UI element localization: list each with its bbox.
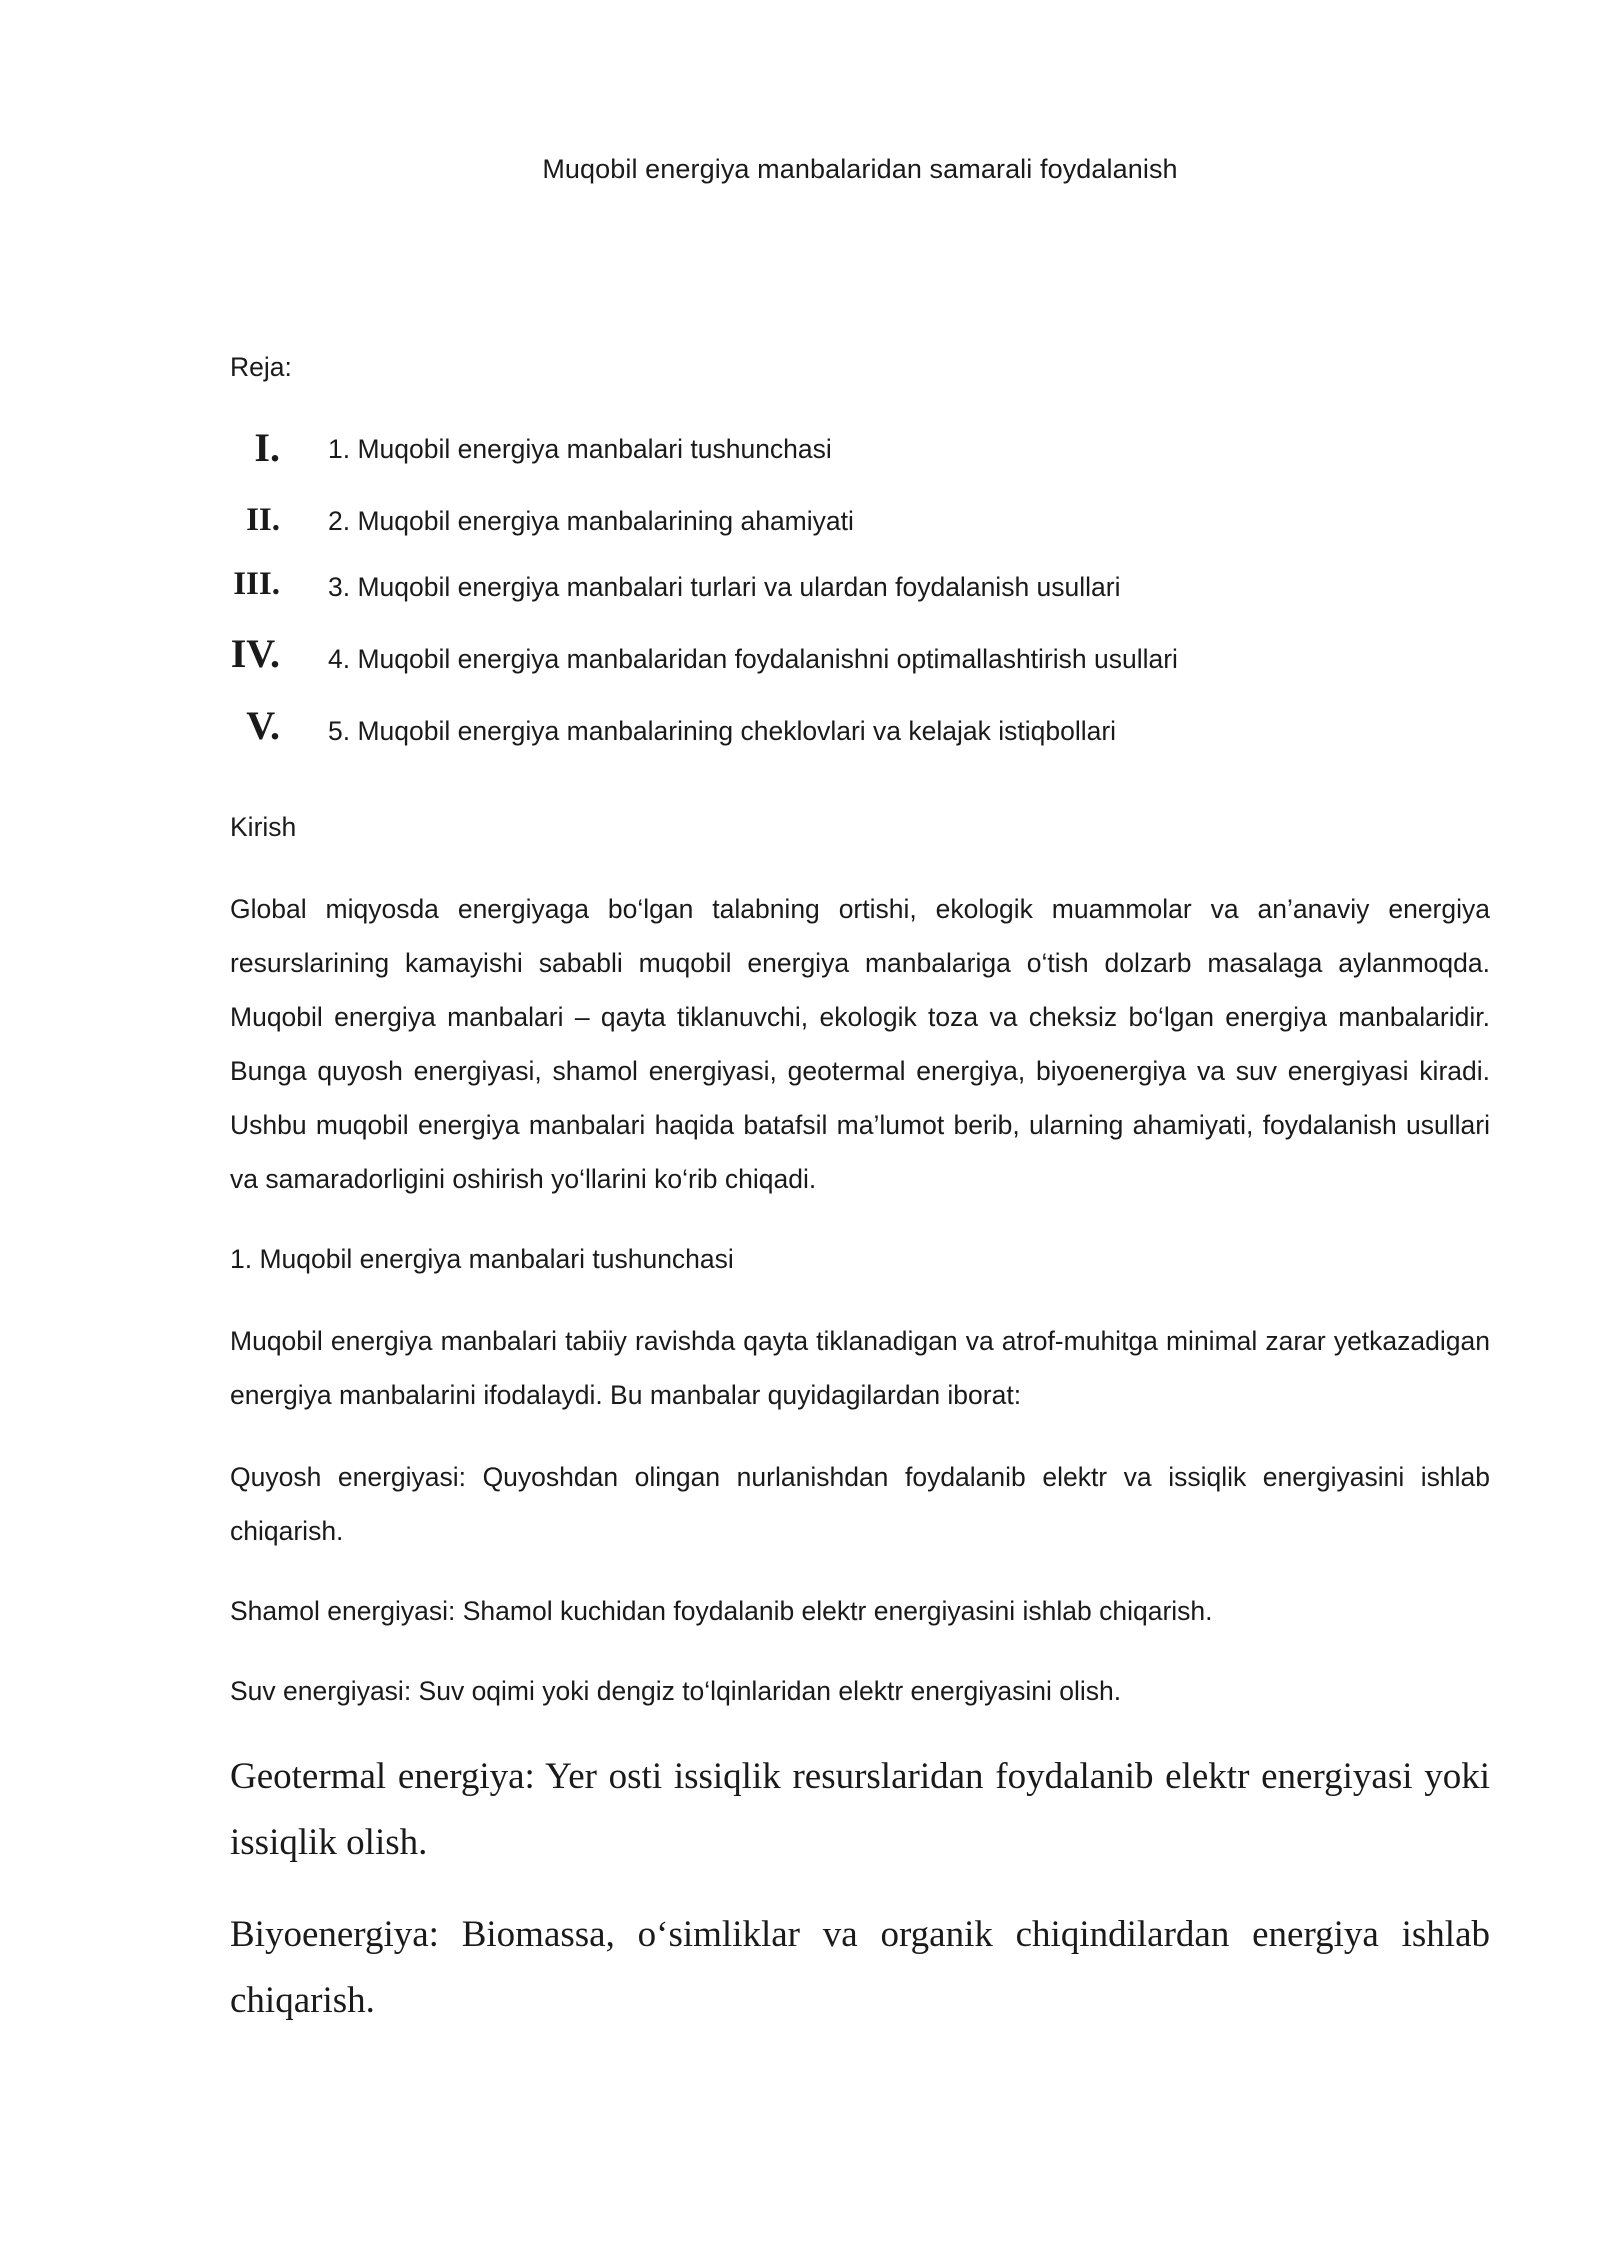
section-paragraph: Muqobil energiya manbalari tabiiy ravishda qayta tiklanadigan va atrof-muhitga minimal zarar yetkazadigan energiya manbalarini ifodalaydi. Bu manbalar quyidagilardan iborat: bbox=[230, 1326, 1490, 1410]
plan-item-text: 2. Muqobil energiya manbalarining ahamiyati bbox=[328, 506, 854, 536]
plan-item-5 bbox=[0, 703, 1600, 756]
water-energy-paragraph: Suv energiyasi: Suv oqimi yoki dengiz to‘lqinlaridan elektr energiyasini olish. bbox=[230, 1676, 1122, 1706]
intro-heading: Kirish bbox=[230, 812, 297, 842]
roman-numeral: III. bbox=[233, 566, 280, 602]
solar-energy-paragraph: Quyosh energiyasi: Quyoshdan olingan nurlanishdan foydalanib elektr va issiqlik energiyasini ishlab chiqarish. bbox=[230, 1462, 1490, 1546]
plan-item-1 bbox=[0, 425, 1600, 478]
plan-item-3 bbox=[0, 566, 1600, 616]
wind-energy-paragraph: Shamol energiyasi: Shamol kuchidan foydalanib elektr energiyasini ishlab chiqarish. bbox=[230, 1596, 1213, 1626]
plan-item-text: 3. Muqobil energiya manbalari turlari va ulardan foydalanish usullari bbox=[328, 572, 1121, 602]
bioenergy-paragraph: Biyoenergiya: Biomassa, o‘simliklar va organik chiqindilardan energiya ishlab chiqarish. bbox=[230, 1914, 1490, 2021]
roman-numeral: V. bbox=[246, 703, 280, 748]
geothermal-energy-paragraph: Geotermal energiya: Yer osti issiqlik resurslaridan foydalanib elektr energiyasi yoki issiqlik olish. bbox=[230, 1756, 1490, 1863]
plan-item-4 bbox=[0, 631, 1600, 684]
document-title: Muqobil energiya manbalaridan samarali foydalanish bbox=[542, 154, 1178, 184]
roman-numeral: IV. bbox=[230, 631, 280, 676]
plan-item-text: 5. Muqobil energiya manbalarining cheklovlari va kelajak istiqbollari bbox=[328, 716, 1117, 746]
roman-numeral: I. bbox=[254, 425, 280, 470]
plan-label: Reja: bbox=[230, 352, 292, 382]
section-heading: 1. Muqobil energiya manbalari tushunchasi bbox=[230, 1244, 734, 1274]
intro-paragraph: Global miqyosda energiyaga bo‘lgan talabning ortishi, ekologik muammolar va an’anaviy energiya resurslarining kamayishi sababli muqobil energiya manbalariga o‘tish dolzarb masalaga aylanmoqda. Muqobil energiya manbalari – qayta tiklanuvchi, ekologik toza va cheksiz bo‘lgan energiya manbalaridir. Bunga quyosh energiyasi, shamol energiyasi, geotermal energiya, biyoenergiya va suv energiyasi kiradi. Ushbu muqobil energiya manbalari haqida batafsil ma’lumot berib, ularning ahamiyati, foydalanish usullari va samaradorligini oshirish yo‘llarini ko‘rib chiqadi. bbox=[230, 894, 1490, 1194]
plan-item-2 bbox=[0, 502, 1600, 552]
roman-numeral: II. bbox=[246, 502, 280, 538]
plan-item-text: 4. Muqobil energiya manbalaridan foydalanishni optimallashtirish usullari bbox=[328, 644, 1178, 674]
plan-item-text: 1. Muqobil energiya manbalari tushunchasi bbox=[328, 434, 832, 464]
